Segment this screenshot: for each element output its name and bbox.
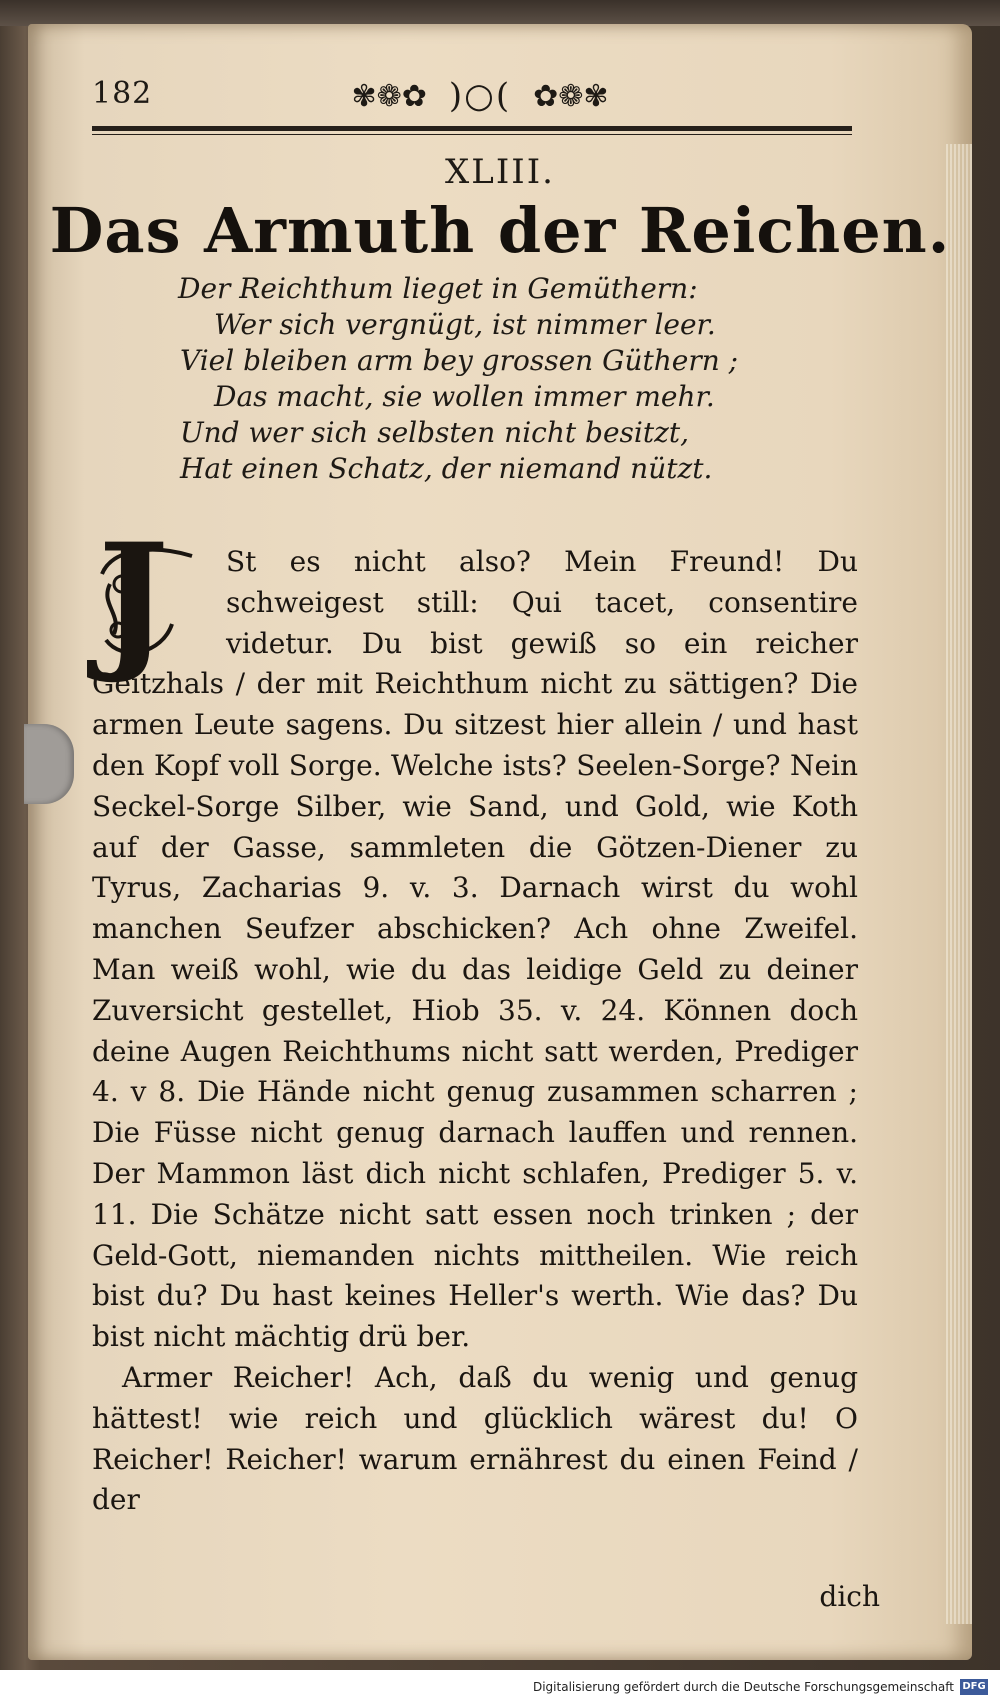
dfg-logo-icon: DFG <box>960 1679 988 1695</box>
header-rule-thin <box>92 134 852 135</box>
page-fore-edge <box>946 144 972 1624</box>
drop-cap-letter: J <box>98 511 169 687</box>
verse-line: Und wer sich selbsten nicht besitzt, <box>180 416 689 449</box>
ornament-center: )○( <box>448 76 512 116</box>
ornament-right-icon: ✿❁✾ <box>533 78 609 114</box>
page-number: 182 <box>92 76 153 111</box>
catchword: dich <box>819 1580 880 1613</box>
header-ornament <box>320 68 640 124</box>
page-clip-tab <box>24 724 74 804</box>
verse-line: Viel bleiben arm bey grossen Güthern ; <box>180 344 739 377</box>
paragraph: St es nicht also? Mein Freund! Du schweigest still: Qui tacet, consentire videtur. Du bist gewiß so ein reicher Geitzhals / der mit Reichthum nicht zu sättigen? Die armen Leute sagens. Du sitzest hier allein / und hast den Kopf voll Sorge. Welche ists? Seelen-Sorge? Nein Seckel-Sorge Silber, wie Sand, und Gold, wie Koth auf der Gasse, sammleten die Götzen-Diener zu Tyrus, Zacharias 9. v. 3. Darnach wirst du wohl manchen Seufzer abschicken? Ach ohne Zweifel. Man weiß wohl, wie du das leidige Geld zu deiner Zuversicht gestellet, Hiob 35. v. 24. Können doch deine Augen Reichthums nicht satt werden, Prediger 4. v 8. Die Hände nicht genug zusammen scharren ; Die Füsse nicht genug darnach lauffen und rennen. Der Mammon läst dich nicht schlafen, Prediger 5. v. 11. Die Schätze nicht satt essen noch trinken ; der Geld-Gott, niemanden nichts mittheilen. Wie reich bist du? Du hast keines Heller's werth. Wie das? Du bist nicht mächtig drü ber. <box>92 545 858 1354</box>
verse-line: Der Reichthum lieget in Gemüthern: <box>178 272 698 305</box>
chapter-number: XLIII. <box>445 152 555 192</box>
footer-bar <box>0 1670 1000 1700</box>
paragraph: Armer Reicher! Ach, daß du wenig und genug hättest! wie reich und glücklich wärest du! O Reicher! Reicher! warum ernährest du einen Feind / der <box>92 1360 858 1517</box>
verse-line: Hat einen Schatz, der niemand nützt. <box>180 452 713 485</box>
chapter-title: Das Armuth der Reichen. <box>49 194 951 267</box>
drop-cap <box>92 511 212 687</box>
ornament-left-icon: ✾❁✿ <box>351 78 427 114</box>
footer-credit: Digitalisierung gefördert durch die Deutsche Forschungsgemeinschaft <box>532 1680 954 1694</box>
header-rule-thick <box>92 126 852 131</box>
body-text <box>92 511 858 1521</box>
verse-line: Wer sich vergnügt, ist nimmer leer. <box>214 308 716 341</box>
book-cover-top-edge <box>0 0 1000 26</box>
verse-line: Das macht, sie wollen immer mehr. <box>214 380 715 413</box>
